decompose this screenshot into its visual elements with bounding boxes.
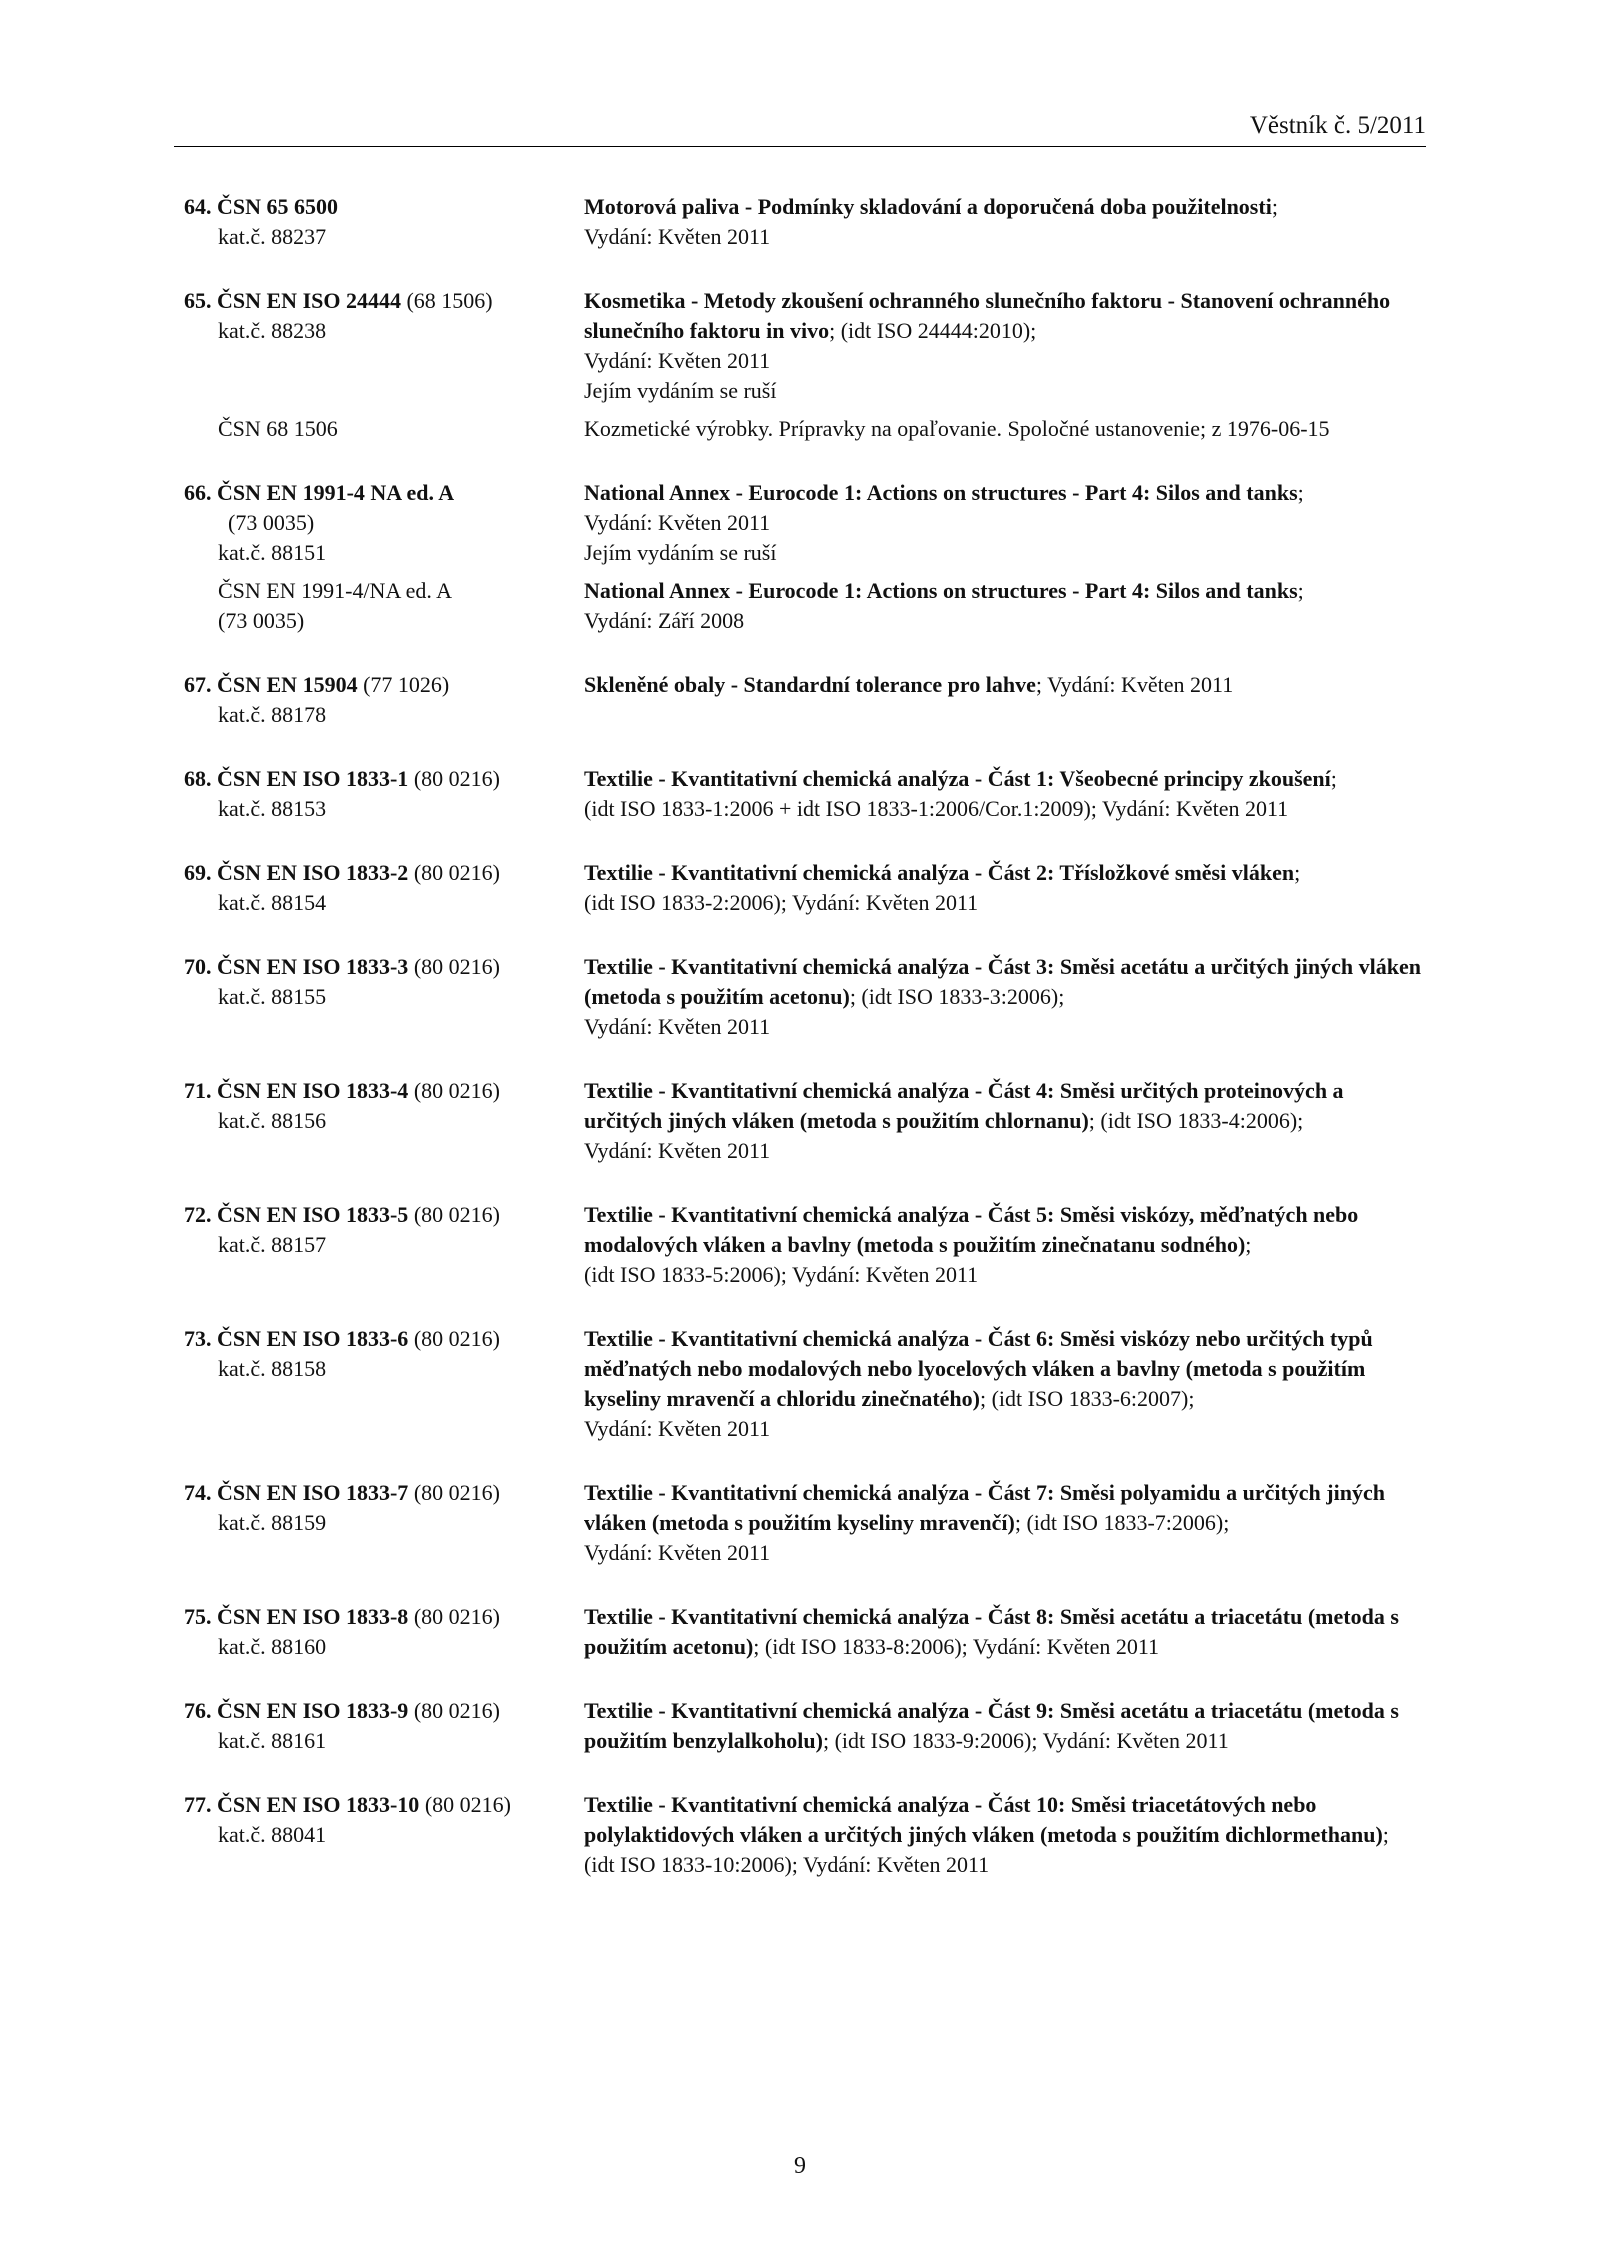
cancellation-note: Jejím vydáním se ruší bbox=[584, 378, 777, 403]
entry-tail: ; bbox=[1297, 480, 1304, 505]
entry-76 bbox=[184, 1696, 1424, 1756]
classification-code: (80 0216) bbox=[408, 1480, 500, 1505]
entry-title: Textilie - Kvantitativní chemická analýza - Část 7: Směsi polyamidu a určitých jiných vláken (metoda s použitím kyseliny mravenčí) bbox=[584, 1480, 1385, 1535]
entry-73 bbox=[184, 1324, 1424, 1444]
catalog-number: kat.č. 88158 bbox=[218, 1356, 327, 1381]
catalog-number: kat.č. 88238 bbox=[218, 318, 327, 343]
classification-code: (80 0216) bbox=[419, 1792, 511, 1817]
replaced-issue-date: Vydání: Září 2008 bbox=[584, 608, 745, 633]
replaced-standard-title: Kozmetické výrobky. Prípravky na opaľovanie. Spoločné ustanovenie; z 1976-06-15 bbox=[584, 416, 1330, 441]
classification-code: (80 0216) bbox=[408, 954, 500, 979]
entry-number: 73. ČSN EN ISO 1833-6 bbox=[184, 1326, 409, 1351]
catalog-number: kat.č. 88157 bbox=[218, 1232, 327, 1257]
entry-title: Textilie - Kvantitativní chemická analýza - Část 1: Všeobecné principy zkoušení bbox=[584, 766, 1331, 791]
entry-72 bbox=[184, 1200, 1424, 1290]
entry-tail: ; (idt ISO 1833-10:2006); Vydání: Květen 2011 bbox=[584, 1822, 1389, 1877]
entry-number: 76. ČSN EN ISO 1833-9 bbox=[184, 1698, 409, 1723]
replaced-standard: ČSN 68 1506 bbox=[218, 416, 338, 441]
catalog-number: kat.č. 88237 bbox=[218, 224, 327, 249]
issue-date: Vydání: Květen 2011 bbox=[584, 1416, 771, 1441]
entry-number: 77. ČSN EN ISO 1833-10 bbox=[184, 1792, 420, 1817]
entry-70 bbox=[184, 952, 1424, 1042]
entry-title: Textilie - Kvantitativní chemická analýza - Část 2: Třísložkové směsi vláken bbox=[584, 860, 1295, 885]
entry-title: Textilie - Kvantitativní chemická analýza - Část 5: Směsi viskózy, měďnatých nebo modalových vláken a bavlny (metoda s použitím zinečnatanu sodného) bbox=[584, 1202, 1359, 1257]
replaced-standard: ČSN EN 1991-4/NA ed. A bbox=[218, 578, 453, 603]
entry-title: Skleněné obaly - Standardní tolerance pro lahve bbox=[584, 672, 1036, 697]
entry-tail: ; bbox=[1330, 766, 1337, 791]
replaced-standard-tail: ; bbox=[1297, 578, 1304, 603]
entry-64 bbox=[184, 192, 1424, 252]
issue-date: Vydání: Květen 2011 bbox=[584, 1014, 771, 1039]
entry-tail: ; Vydání: Květen 2011 bbox=[1035, 672, 1234, 697]
catalog-number: kat.č. 88155 bbox=[218, 984, 327, 1009]
entry-71 bbox=[184, 1076, 1424, 1166]
entry-tail: ; (idt ISO 1833-8:2006); Vydání: Květen 2011 bbox=[753, 1634, 1160, 1659]
classification-code: (80 0216) bbox=[408, 1078, 500, 1103]
entry-title: Textilie - Kvantitativní chemická analýza - Část 8: Směsi acetátu a triacetátu (metoda s použitím acetonu) bbox=[584, 1604, 1399, 1659]
entry-title: Textilie - Kvantitativní chemická analýza - Část 10: Směsi triacetátových nebo polylaktidových vláken a určitých jiných vláken (metoda s použitím dichlormethanu) bbox=[584, 1792, 1383, 1847]
entry-tail: ; bbox=[1245, 1232, 1252, 1257]
entry-title: Kosmetika - Metody zkoušení ochranného slunečního faktoru - Stanovení ochranného slunečního faktoru in vivo bbox=[584, 288, 1391, 343]
classification-code: (80 0216) bbox=[408, 860, 500, 885]
catalog-number: kat.č. 88153 bbox=[218, 796, 327, 821]
entry-66 bbox=[184, 478, 1424, 636]
entry-74 bbox=[184, 1478, 1424, 1568]
issue-date: (idt ISO 1833-5:2006); Vydání: Květen 2011 bbox=[584, 1262, 979, 1287]
page-number: 9 bbox=[794, 2153, 806, 2179]
catalog-number: kat.č. 88178 bbox=[218, 702, 327, 727]
catalog-number: kat.č. 88161 bbox=[218, 1728, 327, 1753]
cancellation-note: Jejím vydáním se ruší bbox=[584, 540, 777, 565]
entry-title: Textilie - Kvantitativní chemická analýza - Část 9: Směsi acetátu a triacetátu (metoda s použitím benzylalkoholu) bbox=[584, 1698, 1399, 1753]
entry-title: Motorová paliva - Podmínky skladování a doporučená doba použitelnosti bbox=[584, 194, 1272, 219]
catalog-number: kat.č. 88154 bbox=[218, 890, 327, 915]
issue-date: Vydání: Květen 2011 bbox=[584, 1540, 771, 1565]
entry-number: 65. ČSN EN ISO 24444 bbox=[184, 288, 401, 313]
classification-code: (80 0216) bbox=[408, 1698, 500, 1723]
issue-date: Vydání: Květen 2011 bbox=[584, 224, 771, 249]
entry-tail: ; (idt ISO 1833-7:2006); bbox=[1014, 1510, 1230, 1535]
entry-number: 68. ČSN EN ISO 1833-1 bbox=[184, 766, 409, 791]
classification-code: (80 0216) bbox=[408, 1326, 500, 1351]
entry-title: Textilie - Kvantitativní chemická analýza - Část 4: Směsi určitých proteinových a určitých jiných vláken (metoda s použitím chlornanu) bbox=[584, 1078, 1344, 1133]
entry-number: 64. ČSN 65 6500 bbox=[184, 194, 339, 219]
entry-tail: ; (idt ISO 1833-9:2006); Vydání: Květen 2011 bbox=[822, 1728, 1229, 1753]
classification-code: (77 1026) bbox=[357, 672, 450, 697]
entry-tail: ; bbox=[1294, 860, 1301, 885]
entry-65 bbox=[184, 286, 1424, 444]
issue-date: Vydání: Květen 2011 bbox=[584, 1138, 771, 1163]
entry-77 bbox=[184, 1790, 1424, 1880]
issue-date: Vydání: Květen 2011 bbox=[584, 348, 771, 373]
entry-number: 66. ČSN EN 1991-4 NA ed. A bbox=[184, 480, 455, 505]
classification-code: (80 0216) bbox=[408, 1604, 500, 1629]
issue-date: (idt ISO 1833-1:2006 + idt ISO 1833-1:2006/Cor.1:2009); Vydání: Květen 2011 bbox=[584, 796, 1289, 821]
issue-date: Vydání: Květen 2011 bbox=[584, 510, 771, 535]
entry-number: 69. ČSN EN ISO 1833-2 bbox=[184, 860, 409, 885]
entry-tail: ; (idt ISO 24444:2010); bbox=[829, 318, 1037, 343]
catalog-number: kat.č. 88151 bbox=[218, 540, 327, 565]
entry-75 bbox=[184, 1602, 1424, 1662]
entry-list bbox=[184, 192, 1424, 1914]
entry-number: 67. ČSN EN 15904 bbox=[184, 672, 358, 697]
classification-code: (73 0035) bbox=[228, 510, 315, 535]
entry-tail: ; bbox=[1271, 194, 1278, 219]
catalog-number: kat.č. 88159 bbox=[218, 1510, 327, 1535]
entry-number: 70. ČSN EN ISO 1833-3 bbox=[184, 954, 409, 979]
entry-tail: ; (idt ISO 1833-4:2006); bbox=[1088, 1108, 1304, 1133]
classification-code: (80 0216) bbox=[408, 766, 500, 791]
catalog-number: kat.č. 88160 bbox=[218, 1634, 327, 1659]
replaced-standard-code: (73 0035) bbox=[218, 608, 305, 633]
entry-68 bbox=[184, 764, 1424, 824]
entry-number: 75. ČSN EN ISO 1833-8 bbox=[184, 1604, 409, 1629]
entry-title: Textilie - Kvantitativní chemická analýza - Část 6: Směsi viskózy nebo určitých typů měďnatých nebo modalových nebo lyocelových vláken a bavlny (metoda s použitím kyseliny mravenčí a chloridu zinečnatého) bbox=[584, 1326, 1373, 1411]
entry-number: 71. ČSN EN ISO 1833-4 bbox=[184, 1078, 409, 1103]
classification-code: (80 0216) bbox=[408, 1202, 500, 1227]
entry-69 bbox=[184, 858, 1424, 918]
entry-tail: ; (idt ISO 1833-3:2006); bbox=[849, 984, 1065, 1009]
replaced-standard-title: National Annex - Eurocode 1: Actions on structures - Part 4: Silos and tanks bbox=[584, 578, 1298, 603]
header-title: Věstník č. 5/2011 bbox=[1249, 112, 1426, 139]
entry-title: National Annex - Eurocode 1: Actions on structures - Part 4: Silos and tanks bbox=[584, 480, 1298, 505]
entry-tail: ; (idt ISO 1833-6:2007); bbox=[979, 1386, 1195, 1411]
catalog-number: kat.č. 88041 bbox=[218, 1822, 327, 1847]
entry-title: Textilie - Kvantitativní chemická analýza - Část 3: Směsi acetátu a určitých jiných vláken (metoda s použitím acetonu) bbox=[584, 954, 1421, 1009]
classification-code: (68 1506) bbox=[400, 288, 493, 313]
page-header bbox=[174, 112, 1426, 147]
entry-number: 72. ČSN EN ISO 1833-5 bbox=[184, 1202, 409, 1227]
entry-number: 74. ČSN EN ISO 1833-7 bbox=[184, 1480, 409, 1505]
entry-67 bbox=[184, 670, 1424, 730]
catalog-number: kat.č. 88156 bbox=[218, 1108, 327, 1133]
issue-date: (idt ISO 1833-2:2006); Vydání: Květen 2011 bbox=[584, 890, 979, 915]
